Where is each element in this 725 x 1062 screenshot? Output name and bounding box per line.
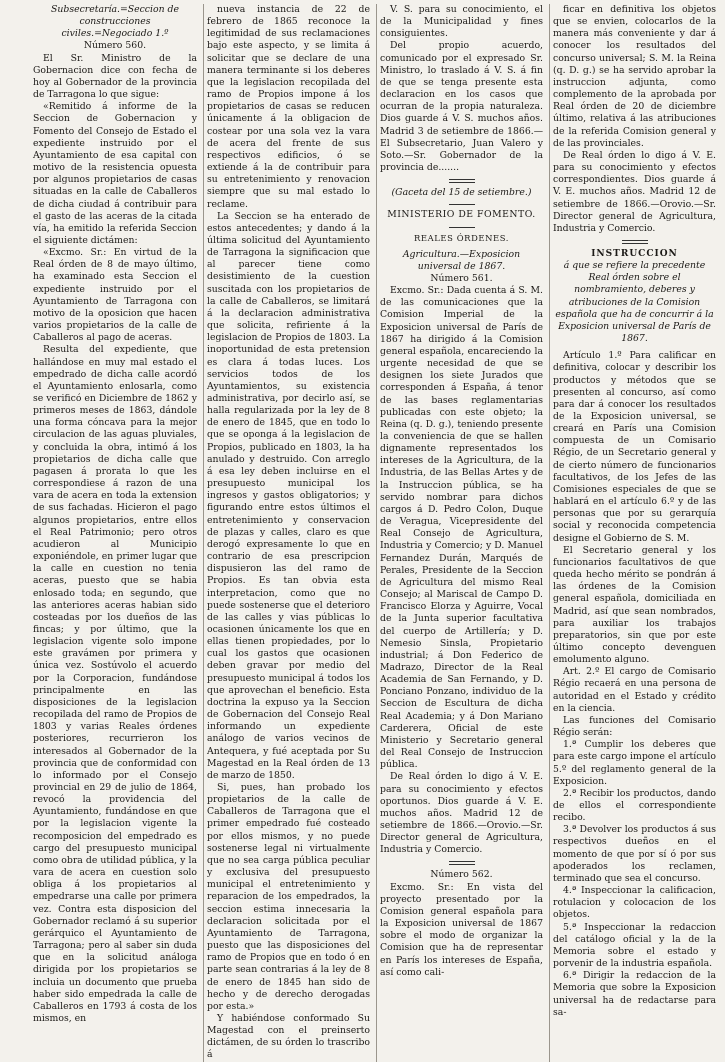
column-1 xyxy=(30,4,200,1062)
paragraph: Y habiéndose conformado Su Magestad con el preinserto dictámen, de su órden lo trascribo á xyxy=(207,1012,370,1061)
paragraph: Artículo 1.º Para calificar en definitiva, colocar y describir los productos y métodos que se presenten al concurso, así como para dar á conocer los resultados de la Exposicion universal, se creará en París una Comision compuesta de un Comisario Régio, de un Secretario general y de cierto número de funcionarios facultativos, de los Jefes de las Comisiones especiales de que se hablará en el artículo 6.º y de las personas que por su gerarquía social y reconocida competencia designe el Gobierno de S. M. xyxy=(553,350,716,544)
separator-rule xyxy=(622,240,648,244)
paragraph: Las funciones del Comisario Régio serán: xyxy=(553,714,716,739)
decree-number: Número 561. xyxy=(430,272,493,284)
royal-orders-heading: REALES ÓRDENES. xyxy=(413,232,510,243)
paragraph: Excmo. Sr.: Dada cuenta á S. M. de las comunicaciones que la Comision Imperial de la Exposicion universal de París de 1867 ha dirigido á la Comision general española, encareciendo la urgente necesidad de que se designen los siete Jurados que corresponden á España, á tenor de las bases reglamentarias publicadas con este objeto; la Reina (q. D. g.), teniendo presente la conveniencia de que se hallen dignamente representados los intereses de la Agricultura, de la Industria, de las Bellas Artes y de la Instruccion pública, se ha servido nombrar para dichos cargos á D. Pedro Colon, Duque de Veragua, Vicepresidente del Real Consejo de Agricultura, Industria y Comercio; y D. Manuel Fernandez Durán, Marqués de Perales, Presidente de la Seccion de Agricultura del mismo Real Consejo; al Mariscal de Campo D. Francisco Elorza y Aguirre, Vocal de la Junta superior facultativa del cuerpo de Artillería; y D. Nemesio Sinsla, Propietario industrial; á Don Federico de Madrazo, Director de la Real Academia de San Fernando, y D. Ponciano Ponzano, individuo de la Seccion de Escultura de dicha Real Academia; y á Don Mariano Carderera, Oficial de este Ministerio y Secretario general del Real Consejo de Instruccion pública. xyxy=(380,285,543,771)
paragraph: «Excmo. Sr.: En virtud de la Real órden de 8 de mayo último, ha examinado esta Seccion el expediente instruido por el Ayuntamiento de Tarragona con motivo de la oposicion que hacen varios propietarios de la calle de Caballeros al pago de aceras. xyxy=(33,247,197,344)
column-1-body xyxy=(33,53,197,1026)
ministry-heading: MINISTERIO DE FOMENTO. xyxy=(387,209,536,221)
paragraph: De Real órden lo digo á V. E. para su conocimiento y efectos oportunos. Dios guarde á V. E. muchos años. Madrid 12 de setiembre de 1866.—Orovio.—Sr. Director general de Agricultura, Industria y Comercio. xyxy=(380,771,543,856)
column-4-body-a xyxy=(553,4,716,235)
separator-rule xyxy=(449,204,475,205)
paragraph: «Remitido á informe de la Seccion de Gobernacion y Fomento del Consejo de Estado el expediente instruido por el Ayuntamiento de esa capital con motivo de la resistencia opuesta por algunos propietarios de casas situadas en la calle de Caballeros de dicha ciudad á contribuir para el gasto de las aceras de la citada vía, ha emitido la referida Seccion el siguiente dictámen: xyxy=(33,101,197,246)
paragraph: 1.ª Cumplir los deberes que para este cargo impone el artículo 5.º del reglamento general de la Exposicion. xyxy=(553,739,716,787)
paragraph: 2.ª Recibir los productos, dando de ellos el correspondiente recibo. xyxy=(553,787,716,824)
gaceta-citation: (Gaceta del 15 de setiembre.) xyxy=(391,187,532,199)
column-2 xyxy=(203,4,373,1062)
paragraph: Si, pues, han probado los propietarios de la calle de Caballeros de Tarragona que el primer empedrado fué costeado por ellos mismos, y no puede sostenerse legal ni virtualmente que no sea carga pública peculiar y exclusiva del presupuesto municipal el entretenimiento y reparacion de los empedrados, la seccion estima innecesaria la declaracion solicitada por el Ayuntamiento de Tarragona, puesto que las disposiciones del ramo de Propios que en todo ó en parte sean contrarias á la ley de 8 de enero de 1845 han sido de hecho y de derecho derogadas por esta.» xyxy=(207,782,370,1012)
paragraph: V. S. para su conocimiento, el de la Municipalidad y fines consiguientes. xyxy=(380,4,543,40)
column-2-body xyxy=(207,4,370,1062)
column-3-body-c xyxy=(380,882,543,979)
paragraph: Art. 2.º El cargo de Comisario Régio recaerá en una persona de autoridad en el Estado y crédito en la ciencia. xyxy=(553,666,716,714)
instruction-heading: INSTRUCCION xyxy=(591,248,678,259)
paragraph: nueva instancia de 22 de febrero de 1865 reconoce la legitimidad de sus reclamaciones bajo este aspecto, y se limita á solicitar que se declare de una manera terminante si los deberes que la legislacion recopilada del ramo de Propios impone á los propietarios de casas se reducen únicamente á la obligacion de costear por una sola vez la vara de acera del frente de sus respectivos edificios, ó se extiende á la de contribuir para su entretenimiento y renovacion siempre que su mal estado lo reclame. xyxy=(207,4,370,210)
paragraph: 3.ª Devolver los productos á sus respectivos dueños en el momento de que por sí ó por sus apoderados los reclamen, terminado que sea el concurso. xyxy=(553,824,716,884)
column-4-body-b xyxy=(553,350,716,1019)
instruction-subheading: á que se refiere la precedente Real órden sobre el nombramiento, deberes y atribuciones de la Comision española que ha de concurrir á la Exposicion universal de París de 1867. xyxy=(555,260,714,345)
section-subheading: Agricultura.—Exposicion universal de 1867. xyxy=(402,248,521,272)
paragraph: 6.ª Dirigir la redaccion de la Memoria que sobre la Exposicion universal ha de redactarse para sa- xyxy=(553,970,716,1018)
paragraph: 5.ª Inspeccionar la redaccion del catálogo oficial y la de la Memoria sobre el estado y porvenir de la industria española. xyxy=(553,921,716,970)
paragraph: ficar en definitiva los objetos que se envien, colocarlos de la manera más conveniente y dar á conocer los resultados del concurso universal; S. M. la Reina (q. D. g.) se ha servido aprobar la instruccion adjunta, como complemento de la aprobada por Real órden de 20 de diciembre último, relativa á las atribuciones de la referida Comision general y de las provinciales. xyxy=(553,4,716,149)
separator-rule xyxy=(449,227,475,228)
paragraph: El Secretario general y los funcionarios facultativos de que queda hecho mérito se pondrán á las órdenes de la Comision general española, domiciliada en Madrid, así que sean nombrados, para auxiliar los trabajos preparatorios, sin que por este último concepto devenguen emolumento alguno. xyxy=(553,544,716,666)
paragraph: Del propio acuerdo, comunicado por el expresado Sr. Ministro, lo traslado á V. S. á fin de que se tenga presente esta declaracion en los casos que ocurran de la propia naturaleza. Dios guarde á V. S. muchos años. Madrid 3 de setiembre de 1866.—El Subsecretario, Juan Valero y Soto.—Sr. Gobernador de la provincia de....... xyxy=(380,40,543,174)
column-3-body-a xyxy=(380,4,543,174)
decree-number: Número 560. xyxy=(83,40,147,52)
separator-rule xyxy=(449,861,475,865)
paragraph: La Seccion se ha enterado de estos antecedentes; y dando á la última solicitud del Ayuntamiento de Tarragona la significacion que al parecer tiene como desistimiento de la cuestion suscitada con los propietarios de la calle de Caballeros, se limitará á la declaracion administrativa que solicita, refiriente á la legislacion de Propios de 1803. La inoportunidad de esta pretension es clara á todas luces. Los servicios todos de los Ayuntamientos, su existencia administrativa, por decirlo así, se halla regularizada por la ley de 8 de enero de 1845, que en todo lo que se oponga á la legislacion de Propios, publicado en 1803, la ha anulado y destruido. Con arreglo á esa ley deben incluirse en el presupuesto municipal los ingresos y gastos obligatorios; y figurando entre estos últimos el entretenimiento y conservacion de plazas y calles, claro es que derogó expresamente lo que en contrario de esa prescripcion dispusieron las del ramo de Propios. Es tan obvia esta interpretacion, como que no puede sostenerse que el deterioro de las calles y vias públicas lo ocasionen únicamente los que en ellas tienen propiedades, por lo cual los gastos que ocasionen deben gravar por medio del presupuesto municipal á todos los que aprovechan el beneficio. Esta doctrina la expuso ya la Seccion de Gobernacion del Consejo Real informando un expediente análogo de varios vecinos de Antequera, y fué aceptada por Su Magestad en la Real órden de 13 de marzo de 1850. xyxy=(207,210,370,781)
paragraph: 4.ª Inspeccionar la calificacion, rotulacion y colocacion de los objetos. xyxy=(553,885,716,921)
separator-rule xyxy=(449,179,475,183)
section-heading: Subsecretaría.=Seccion de construcciones civiles.=Negociado 1.º xyxy=(51,4,179,40)
decree-number: Número 562. xyxy=(430,869,493,881)
column-3-body-b xyxy=(380,285,543,856)
column-3 xyxy=(376,4,546,1062)
paragraph: De Real órden lo digo á V. E. para su conocimiento y efectos correspondientes. Dios guarde á V. E. muchos años. Madrid 12 de setiembre de 1866.—Orovio.—Sr. Director general de Agricultura, Industria y Comercio. xyxy=(553,149,716,234)
column-4 xyxy=(549,4,719,1062)
paragraph: El Sr. Ministro de la Gobernacion dice con fecha de hoy al Gobernador de la provincia de Tarragona lo que sigue: xyxy=(33,52,197,101)
paragraph: Resulta del expediente, que hallándose en muy mal estado el empedrado de dicha calle acordó el Ayuntamiento enlosarla, como se verificó en Diciembre de 1862 y primeros meses de 1863, dándole una forma cóncava para la mejor circulacion de las aguas pluviales, y concluida la obra, intimó á los propietarios de dicha calle que pagasen á prorata lo que les correspondiese á razon de una vara de acera en toda la extension de sus fachadas. Hicieron el pago algunos propietarios, entre ellos el Real Patrimonio; pero otros acudieron al Municipio exponiéndole, en primer lugar que la calle en cuestion no tenia aceras, puesto que se habia enlosado toda; en segundo, que las anteriores aceras habian sido costeadas por los dueños de las fincas; y por último, que la legislacion vigente solo impone este gravámen por primera y única vez. Sostúvolo el acuerdo por la Corporacion, fundándose principalmente en las disposiciones de la legislacion recopilada del ramo de Propios de 1803 y varias Reales órdenes posteriores, recurrieron los interesados al Gobernador de la provincia que de conformidad con lo informado por el Consejo provincial en 29 de julio de 1864, revocó la providencia del Ayuntamiento, fundándose en que por la legislacion vigente la recomposicion del empedrado es cargo del presupuesto municipal como obra de utilidad pública, y la vara de acera en cuestion solo obliga á los propietarios al empedrarse una calle por primera vez. Contra esta disposicion del Gobernador reclamó á su superior gerárquico el Ayuntamiento de Tarragona; pero al saber sin duda que en la solicitud análoga dirigida por los propietarios se incluia un documento que prueba haber sido empedrada la calle de Caballeros en 1793 á costa de los mismos, en xyxy=(33,344,197,1024)
text-columns xyxy=(30,4,719,1061)
paragraph: Excmo. Sr.: En vista del proyecto presentado por la Comision general española para la Exposicion universal de 1867 sobre el modo de organizar la Comision que ha de representar en París los intereses de España, así como cali- xyxy=(380,881,543,978)
